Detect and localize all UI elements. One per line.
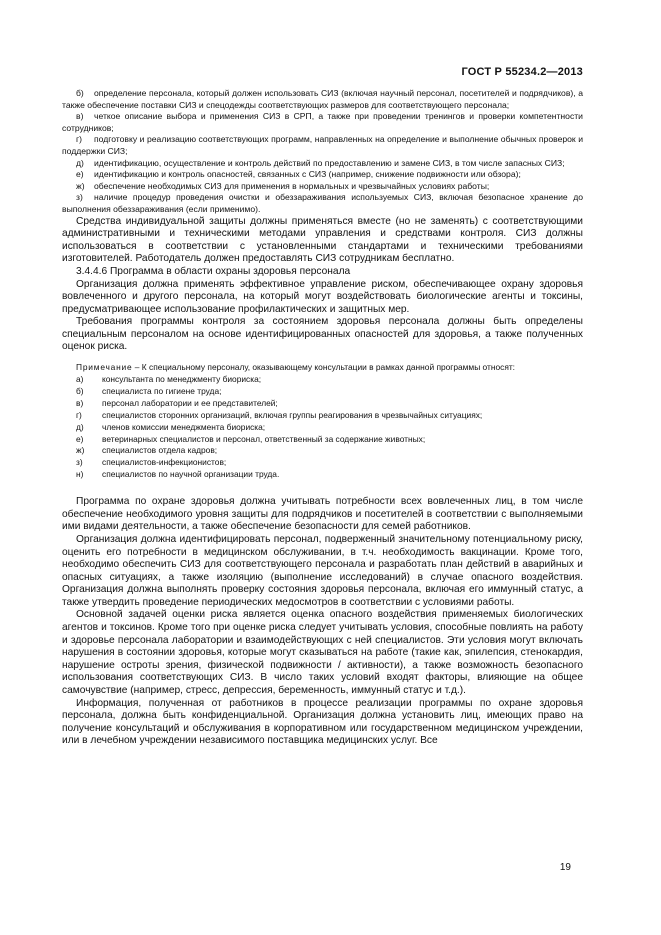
- list-item: [62, 111, 583, 134]
- note-item-text: консультанта по менеджменту биориска;: [102, 373, 262, 384]
- list-item: [62, 158, 583, 170]
- list-item-label: д): [76, 157, 84, 168]
- note-list: [62, 374, 583, 481]
- paragraph-identify: Организация должна идентифицировать персонал, подверженный значительному потенциальному риску, оценить его потребности в медицинском обслуживании, в т.ч. необходимость вакцинации. Кроме того, необходимо обеспечить СИЗ для соответствующего персонала и разработать план действий в аварийных и опасных ситуациях, а также изоляцию (выполнение исследований) в случае опасного воздействия. Организация должна выполнять проверку состояния здоровья персонала, включая его иммунный статус, а также утвердить проведение периодических медосмотров в соответствии с условиями работы.: [62, 533, 583, 608]
- note-intro-text: – К специальному персоналу, оказывающему консультации в рамках данной программы относят:: [132, 362, 516, 373]
- page-content: [62, 88, 583, 748]
- list-item: [62, 192, 583, 215]
- paragraph-program: Программа по охране здоровья должна учитывать потребности всех вовлеченных лиц, в том числе обеспечение необходимого уровня защиты для подрядчиков и посетителей в соответствии с выполняемыми ими видами деятельности, а также обеспечение безопасности для семей работников.: [62, 496, 583, 533]
- paragraph-siz: Средства индивидуальной защиты должны применяться вместе (но не заменять) с соответствующими административными и техническими методами управления и средствами контроля. СИЗ должны использоваться в соответствии с установленными стандартами и техническими требованиями изготовителей. Работодатель должен предоставлять СИЗ сотрудникам бесплатно.: [62, 215, 583, 265]
- paragraph-task: Основной задачей оценки риска является оценка опасного воздействия применяемых биологических агентов и токсинов. Кроме того при оценке риска следует учитывать условия, способные повлиять на работу и здоровье персонала лаборатории и взаимодействующих с ней специалистов. Эти условия могут включать нарушения в состоянии здоровья, которые могут сказываться на работе (такие как, эпилепсия, стенокардия, нарушение остроты зрения, физической подвижности / активности), а также возможность безопасного использования соответствующих СИЗ. В число таких условий входят факторы, влияющие на общее самочувствие (например, стресс, депрессия, беременность, иммунный статус и т.д.).: [62, 609, 583, 697]
- list-item-label: е): [76, 169, 84, 180]
- note-item-text: персонал лаборатории и ее представителей;: [102, 397, 278, 408]
- section-heading: 3.4.4.6 Программа в области охраны здоровья персонала: [76, 265, 351, 277]
- paragraph-requirements: Требования программы контроля за состоянием здоровья персонала должны быть определены специальным персоналом на основе идентифицированных опасностей для здоровья, а также полученных оценок риска.: [62, 316, 583, 353]
- note-list-item: [62, 374, 583, 386]
- note-item-text: ветеринарных специалистов и персонал, ответственный за содержание животных;: [102, 433, 426, 444]
- note-block: [62, 362, 583, 481]
- note-intro: [62, 362, 583, 374]
- note-list-item: [62, 445, 583, 457]
- note-item-text: специалистов-инфекционистов;: [102, 457, 227, 468]
- standard-header: ГОСТ Р 55234.2—2013: [461, 66, 583, 78]
- requirements-list: [62, 88, 583, 216]
- note-list-item: [62, 398, 583, 410]
- list-item-label: з): [76, 192, 83, 203]
- list-item: [62, 134, 583, 157]
- note-list-item: [62, 469, 583, 481]
- note-item-label: б): [76, 385, 84, 396]
- list-item-text: идентификацию и контроль опасностей, связанных с СИЗ (например, снижение подвижности или обзора);: [94, 169, 521, 180]
- list-item: [62, 169, 583, 181]
- paragraph-organization: Организация должна применять эффективное управление риском, обеспечивающее охрану здоровья вовлеченного и другого персонала, на который могут воздействовать биологические агенты и токсины, предусматривающее использование профилактических и защитных мер.: [62, 278, 583, 315]
- list-item: [62, 181, 583, 193]
- note-item-text: специалиста по гигиене труда;: [102, 385, 222, 396]
- list-item-label: г): [76, 134, 82, 145]
- note-item-text: специалистов отдела кадров;: [102, 445, 218, 456]
- list-item-label: б): [76, 88, 84, 98]
- note-list-item: [62, 422, 583, 434]
- list-item-text: определение персонала, который должен использовать СИЗ (включая научный персонал, посетителей и подрядчиков), а также обеспечение поставки СИЗ и спецодежды соответствующих размеров для соответствующего персонала;: [62, 88, 583, 110]
- note-item-label: ж): [76, 445, 85, 456]
- note-item-label: г): [76, 409, 82, 420]
- note-item-text: специалистов сторонних организаций, включая группы реагирования в чрезвычайных ситуациях;: [102, 409, 483, 420]
- list-item-text: идентификацию, осуществление и контроль действий по предоставлению и замене СИЗ, в том числе запасных СИЗ;: [94, 157, 565, 168]
- list-item: [62, 88, 583, 111]
- list-item-label: ж): [76, 180, 85, 191]
- note-item-text: членов комиссии менеджмента биориска;: [102, 421, 266, 432]
- list-item-label: в): [76, 111, 84, 122]
- list-item-text: обеспечение необходимых СИЗ для применения в нормальных и чрезвычайных условиях работы;: [94, 180, 490, 191]
- note-item-text: специалистов по научной организации труда.: [102, 469, 280, 480]
- note-prefix: Примечание: [76, 362, 133, 373]
- note-item-label: а): [76, 373, 84, 384]
- note-list-item: [62, 434, 583, 446]
- note-item-label: д): [76, 421, 84, 432]
- note-item-label: е): [76, 433, 84, 444]
- note-item-label: н): [76, 469, 84, 480]
- list-item-text: наличие процедур проведения очистки и обеззараживания используемых СИЗ, включая безопасное хранение до выполнения обеззараживания (если применимо).: [62, 192, 583, 214]
- list-item-text: подготовку и реализацию соответствующих программ, направленных на определение и выполнение обычных проверок и поддержки СИЗ;: [62, 134, 583, 156]
- note-item-label: в): [76, 397, 84, 408]
- note-list-item: [62, 410, 583, 422]
- note-item-label: з): [76, 457, 83, 468]
- note-list-item: [62, 457, 583, 469]
- note-list-item: [62, 386, 583, 398]
- paragraph-information: Информация, полученная от работников в процессе реализации программы по охране здоровья персонала, должна быть конфиденциальной. Организация должна установить лиц, имеющих право на получение консультаций и обслуживания в корпоративном или государственном медицинском учреждении, или в лечебном учреждении независимого поставщика медицинских услуг. Все: [62, 697, 583, 747]
- page-number: 19: [559, 862, 571, 873]
- list-item-text: четкое описание выбора и применения СИЗ в СРП, а также при проведении тренингов и проверки компетентности сотрудников;: [62, 111, 583, 133]
